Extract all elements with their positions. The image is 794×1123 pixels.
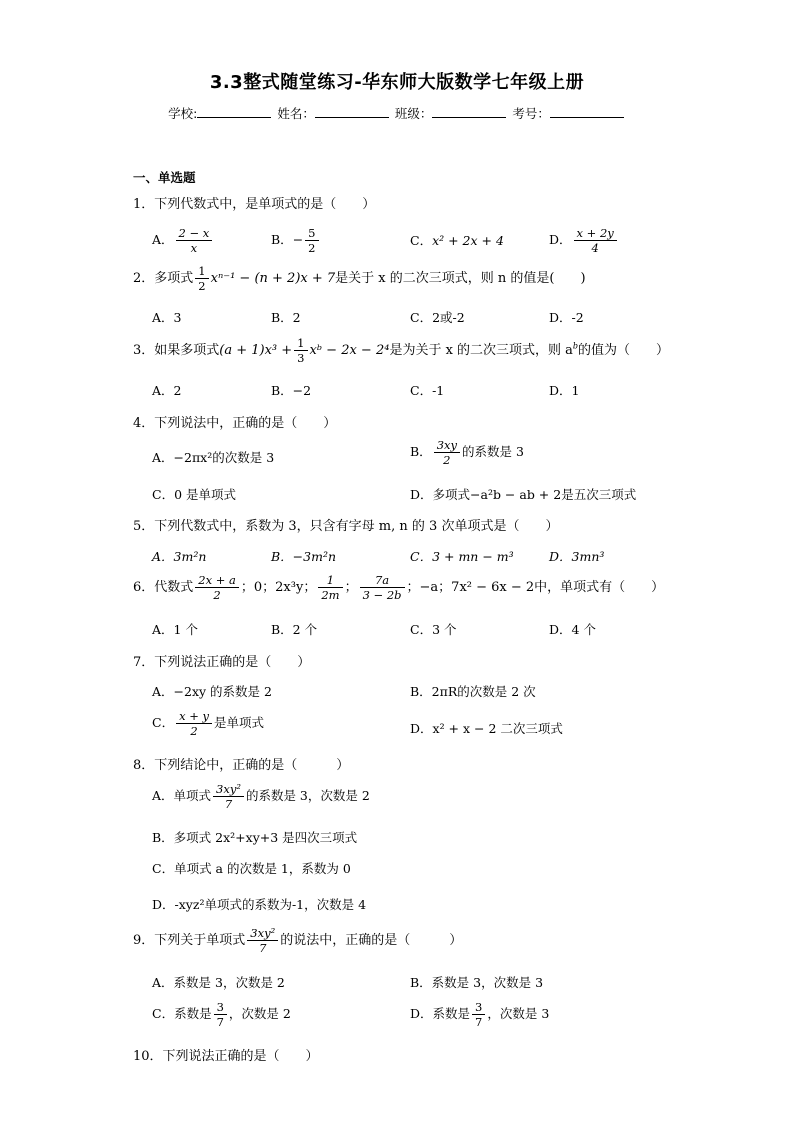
page-title: 3.3整式随堂练习-华东师大版数学七年级上册 (209, 72, 585, 93)
q7-option-a[interactable]: A．−2xy 的系数是 2 (152, 684, 272, 699)
stem-text: 的说法中，正确的是（ ） (280, 933, 463, 948)
option-label: C． (152, 715, 175, 730)
denominator: 2 (198, 279, 206, 293)
denominator: 7 (216, 1015, 224, 1029)
fraction (360, 573, 405, 602)
denominator: 4 (591, 241, 599, 255)
stem-text: 的值为（ ） (578, 343, 670, 358)
option-text: 的系数是 3 (462, 444, 524, 459)
denominator: 2m (321, 588, 340, 602)
q6-option-b[interactable]: B．2 个 (271, 622, 318, 637)
school-blank[interactable] (197, 105, 271, 118)
q2-option-d[interactable]: D．-2 (549, 310, 584, 325)
q1-option-d[interactable] (549, 226, 619, 255)
q7-option-c[interactable] (152, 709, 264, 738)
class-blank[interactable] (432, 105, 506, 118)
q1-option-a[interactable] (152, 226, 214, 255)
question-7-stem: 7．下列说法正确的是（ ） (133, 655, 311, 670)
numerator: 3xy (434, 438, 460, 453)
q5-option-a[interactable]: A．3m²n (152, 549, 207, 564)
q4-option-c[interactable]: C．0 是单项式 (152, 487, 236, 502)
minus-sign: − (292, 232, 304, 247)
stem-text: ；0；2x³y； (240, 580, 317, 595)
q5-option-b[interactable]: B．−3m²n (271, 549, 337, 564)
q4-option-d[interactable]: D．多项式−a²b − ab + 2是五次三项式 (410, 487, 637, 502)
denominator: 7 (224, 797, 233, 811)
fraction (195, 264, 208, 293)
question-3-stem (133, 336, 669, 365)
q3-option-b[interactable]: B．−2 (271, 383, 312, 398)
q6-option-a[interactable]: A．1 个 (152, 622, 198, 637)
fraction (574, 226, 617, 255)
q8-option-c[interactable]: C．单项式 a 的次数是 1，系数为 0 (152, 861, 351, 876)
fraction (305, 226, 318, 255)
fraction (176, 226, 213, 255)
option-text: A．单项式 (152, 788, 212, 803)
option-label: B． (271, 232, 293, 247)
expression: x² + 2x + 4 (432, 233, 504, 248)
stem-text: 2．多项式 (133, 271, 194, 286)
numerator: 3 (472, 1000, 485, 1015)
name-label: 姓名： (277, 106, 315, 121)
option-text: ，次数是 2 (228, 1006, 291, 1021)
q3-option-d[interactable]: D．1 (549, 383, 580, 398)
q7-option-b[interactable]: B．2πR的次数是 2 次 (410, 684, 536, 699)
q2-option-a[interactable]: A．3 (152, 310, 182, 325)
expression: xᵇ − 2x − 2⁴ (309, 343, 390, 358)
q3-option-a[interactable]: A．2 (152, 383, 182, 398)
option-text: 是单项式 (214, 715, 265, 730)
fraction (434, 438, 460, 467)
denominator: 2 (190, 724, 198, 738)
question-4-stem: 4．下列说法中，正确的是（ ） (133, 416, 337, 431)
expression: (a + 1)x³ + (219, 343, 293, 358)
denominator: 2 (443, 453, 451, 467)
name-blank[interactable] (315, 105, 389, 118)
numerator: 1 (294, 336, 307, 351)
q9-option-d[interactable] (410, 1000, 549, 1029)
denominator: x (190, 241, 198, 255)
q1-option-c[interactable] (410, 231, 504, 249)
fraction (318, 573, 342, 602)
q8-option-a[interactable] (152, 782, 370, 811)
q9-option-b[interactable]: B．系数是 3，次数是 3 (410, 975, 544, 990)
denominator: 3 − 2b (362, 588, 402, 602)
option-text: D．系数是 (410, 1006, 471, 1021)
fraction (214, 1000, 227, 1029)
stem-text: ；−a；7x² − 6x − 2中，单项式有（ ） (406, 580, 665, 595)
numerator: 7a (360, 573, 405, 588)
number-blank[interactable] (550, 105, 624, 118)
q8-option-b[interactable]: B．多项式 2x²+xy+3 是四次三项式 (152, 830, 358, 845)
question-10-stem: 10．下列说法正确的是（ ） (133, 1049, 319, 1064)
q4-option-a[interactable]: A．−2πx²的次数是 3 (152, 450, 275, 465)
numerator: 3 (214, 1000, 227, 1015)
question-1-stem: 1．下列代数式中，是单项式的是（ ） (133, 197, 376, 212)
option-text: C．系数是 (152, 1006, 212, 1021)
q7-option-d[interactable]: D．x² + x − 2 二次三项式 (410, 721, 563, 736)
stem-text: 是为关于 x 的二次三项式，则 a (389, 343, 573, 358)
question-9-stem (133, 926, 462, 955)
denominator: 7 (259, 941, 267, 955)
stem-text: 6．代数式 (133, 580, 194, 595)
stem-text: 是关于 x 的二次三项式，则 n 的值是( ) (335, 271, 586, 286)
fraction (195, 573, 239, 602)
q3-option-c[interactable]: C．-1 (410, 383, 445, 398)
numerator: 1 (318, 573, 342, 588)
q1-option-b[interactable] (271, 226, 321, 255)
fraction (247, 926, 278, 955)
exponent: b (572, 341, 579, 351)
q6-option-c[interactable]: C．3 个 (410, 622, 457, 637)
denominator: 7 (475, 1015, 483, 1029)
number-label: 考号： (512, 106, 550, 121)
q8-option-d[interactable]: D．-xyz²单项式的系数为-1，次数是 4 (152, 897, 367, 912)
q2-option-c[interactable]: C．2或-2 (410, 310, 465, 325)
expression: xⁿ⁻¹ − (n + 2)x + 7 (210, 271, 336, 286)
q4-option-b[interactable] (410, 438, 524, 467)
stem-text: 9．下列关于单项式 (133, 933, 246, 948)
option-label: C． (410, 233, 433, 248)
q6-option-d[interactable]: D．4 个 (549, 622, 596, 637)
fraction (294, 336, 307, 365)
stem-text: 3．如果多项式 (133, 343, 220, 358)
question-5-stem: 5．下列代数式中，系数为 3，只含有字母 m, n 的 3 次单项式是（ ） (133, 519, 559, 534)
class-label: 班级： (394, 106, 433, 121)
question-8-stem: 8．下列结论中，正确的是（ ） (133, 758, 350, 773)
q5-option-c[interactable]: C．3 + mn − m³ (410, 549, 514, 564)
numerator: 3xy² (213, 782, 244, 797)
numerator: 3xy² (247, 926, 278, 941)
option-label: B． (410, 444, 432, 459)
numerator: x + y (176, 709, 212, 724)
numerator: 2 − x (176, 226, 213, 241)
denominator: 3 (297, 351, 305, 365)
q9-option-a[interactable]: A．系数是 3，次数是 2 (152, 975, 285, 990)
numerator: x + 2y (574, 226, 617, 241)
denominator: 2 (213, 588, 221, 602)
option-label: A． (152, 232, 174, 247)
numerator: 1 (195, 264, 208, 279)
option-text: ，次数是 3 (487, 1006, 550, 1021)
question-6-stem (133, 573, 664, 602)
numerator: 5 (305, 226, 318, 241)
numerator: 2x + a (195, 573, 239, 588)
q5-option-d[interactable]: D．3mn³ (549, 549, 605, 564)
stem-text: ； (344, 580, 358, 595)
school-label: 学校: (168, 106, 198, 121)
section-heading: 一、单选题 (133, 170, 196, 185)
fraction (472, 1000, 485, 1029)
fraction (213, 782, 244, 811)
option-text: 的系数是 3，次数是 2 (245, 788, 370, 803)
question-2-stem (133, 264, 586, 293)
option-label: D． (549, 232, 572, 247)
student-info-line (0, 104, 794, 122)
q9-option-c[interactable] (152, 1000, 291, 1029)
denominator: 2 (308, 241, 316, 255)
q2-option-b[interactable]: B．2 (271, 310, 301, 325)
fraction (176, 709, 212, 738)
